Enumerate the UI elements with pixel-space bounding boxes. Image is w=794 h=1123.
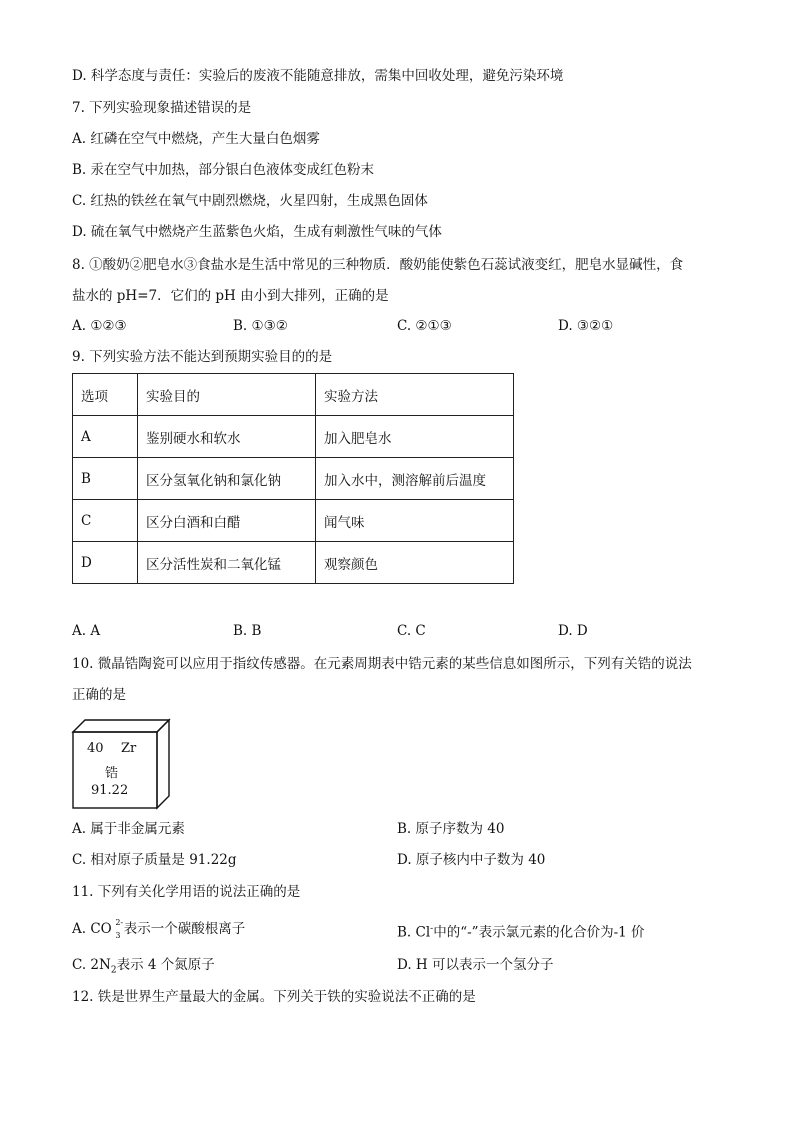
q11-option-d: D. H 可以表示一个氢分子 [397,957,554,973]
table-cell: 观察颜色 [316,542,514,584]
q10-option-c: C. 相对原子质量是 91.22g [72,852,237,868]
q11-option-a-prefix: A. [72,921,91,937]
experiment-table [72,373,514,584]
table-header: 实验方法 [316,374,514,416]
q11-option-b [397,919,645,943]
q9-option-b: B. B [233,623,262,639]
nitrogen-subscript: 2 [110,965,117,976]
q7-option-a: A. 红磷在空气中燃烧，产生大量白色烟雾 [72,131,320,147]
question-11: 11. 下列有关化学用语的说法正确的是 [72,884,301,900]
question-8-line1: 8. ①酸奶②肥皂水③食盐水是生活中常见的三种物质．酸奶能使紫色石蕊试液变红，肥皂水显碱性，食 [72,257,684,273]
q7-option-c: C. 红热的铁丝在氧气中剧烈燃烧，火星四射，生成黑色固体 [72,193,428,209]
table-row [73,542,514,584]
table-cell: C [73,500,138,542]
table-cell: 闻气味 [316,500,514,542]
question-8-line2: 盐水的 pH=7．它们的 pH 由小到大排列，正确的是 [72,288,389,304]
q8-option-c: C. ②①③ [397,318,452,334]
element-card-zr [71,718,171,810]
q10-option-b: B. 原子序数为 40 [397,821,505,837]
q8-option-d: D. ③②① [558,318,614,334]
q11-option-c-text: 表示 4 个氮原子 [116,957,215,973]
q6-option-d: D. 科学态度与责任：实验后的废液不能随意排放，需集中回收处理，避免污染环境 [72,68,564,84]
q8-option-b: B. ①③② [233,318,288,334]
q8-option-a: A. ①②③ [72,318,127,334]
table-cell: 区分活性炭和二氧化锰 [138,542,316,584]
table-row [73,500,514,542]
atomic-mass: 91.22 [91,783,129,798]
question-10-line1: 10. 微晶锆陶瓷可以应用于指纹传感器。在元素周期表中锆元素的某些信息如图所示，下列有关锆的说法 [72,656,692,672]
table-row [73,416,514,458]
chloride-charge: - [430,924,434,934]
table-header: 选项 [73,374,138,416]
atomic-number: 40 [87,741,104,756]
table-cell: D [73,542,138,584]
table-row [73,458,514,500]
element-name: 锆 [105,766,119,781]
q11-option-c [72,955,215,981]
q9-option-a: A. A [72,623,101,639]
table-cell: B [73,458,138,500]
q10-option-a: A. 属于非金属元素 [72,821,185,837]
q11-option-b-text: 中的“-”表示氯元素的化合价为-1 价 [433,924,645,941]
question-7: 7. 下列实验现象描述错误的是 [72,100,252,116]
q11-option-c-prefix: C. 2N [72,957,111,973]
carbonate-subscript: 3 [115,931,121,940]
q11-option-b-prefix: B. Cl [397,924,431,941]
question-10-line2: 正确的是 [72,687,126,703]
table-cell: 区分白酒和白醋 [138,500,316,542]
q10-option-d: D. 原子核内中子数为 40 [397,852,546,868]
question-9: 9. 下列实验方法不能达到预期实验目的的是 [72,349,333,365]
q11-option-a-text: 表示一个碳酸根离子 [123,921,246,937]
question-12: 12. 铁是世界生产量最大的金属。下列关于铁的实验说法不正确的是 [72,989,476,1005]
carbonate-charge: 2- [115,918,124,927]
q7-option-b: B. 汞在空气中加热，部分银白色液体变成红色粉末 [72,162,375,178]
carbonate-formula [90,918,124,940]
carbonate-symbol: CO [90,921,112,937]
table-cell: 鉴别硬水和软水 [138,416,316,458]
q7-option-d: D. 硫在氧气中燃烧产生蓝紫色火焰，生成有刺激性气味的气体 [72,224,442,240]
q11-option-a [72,919,245,939]
table-cell: A [73,416,138,458]
table-cell: 区分氢氧化钠和氯化钠 [138,458,316,500]
table-cell: 加入肥皂水 [316,416,514,458]
q9-option-d: D. D [558,623,588,639]
table-cell: 加入水中，测溶解前后温度 [316,458,514,500]
element-symbol: Zr [121,741,137,756]
table-header-row [73,374,514,416]
q9-option-c: C. C [397,623,426,639]
table-header: 实验目的 [138,374,316,416]
